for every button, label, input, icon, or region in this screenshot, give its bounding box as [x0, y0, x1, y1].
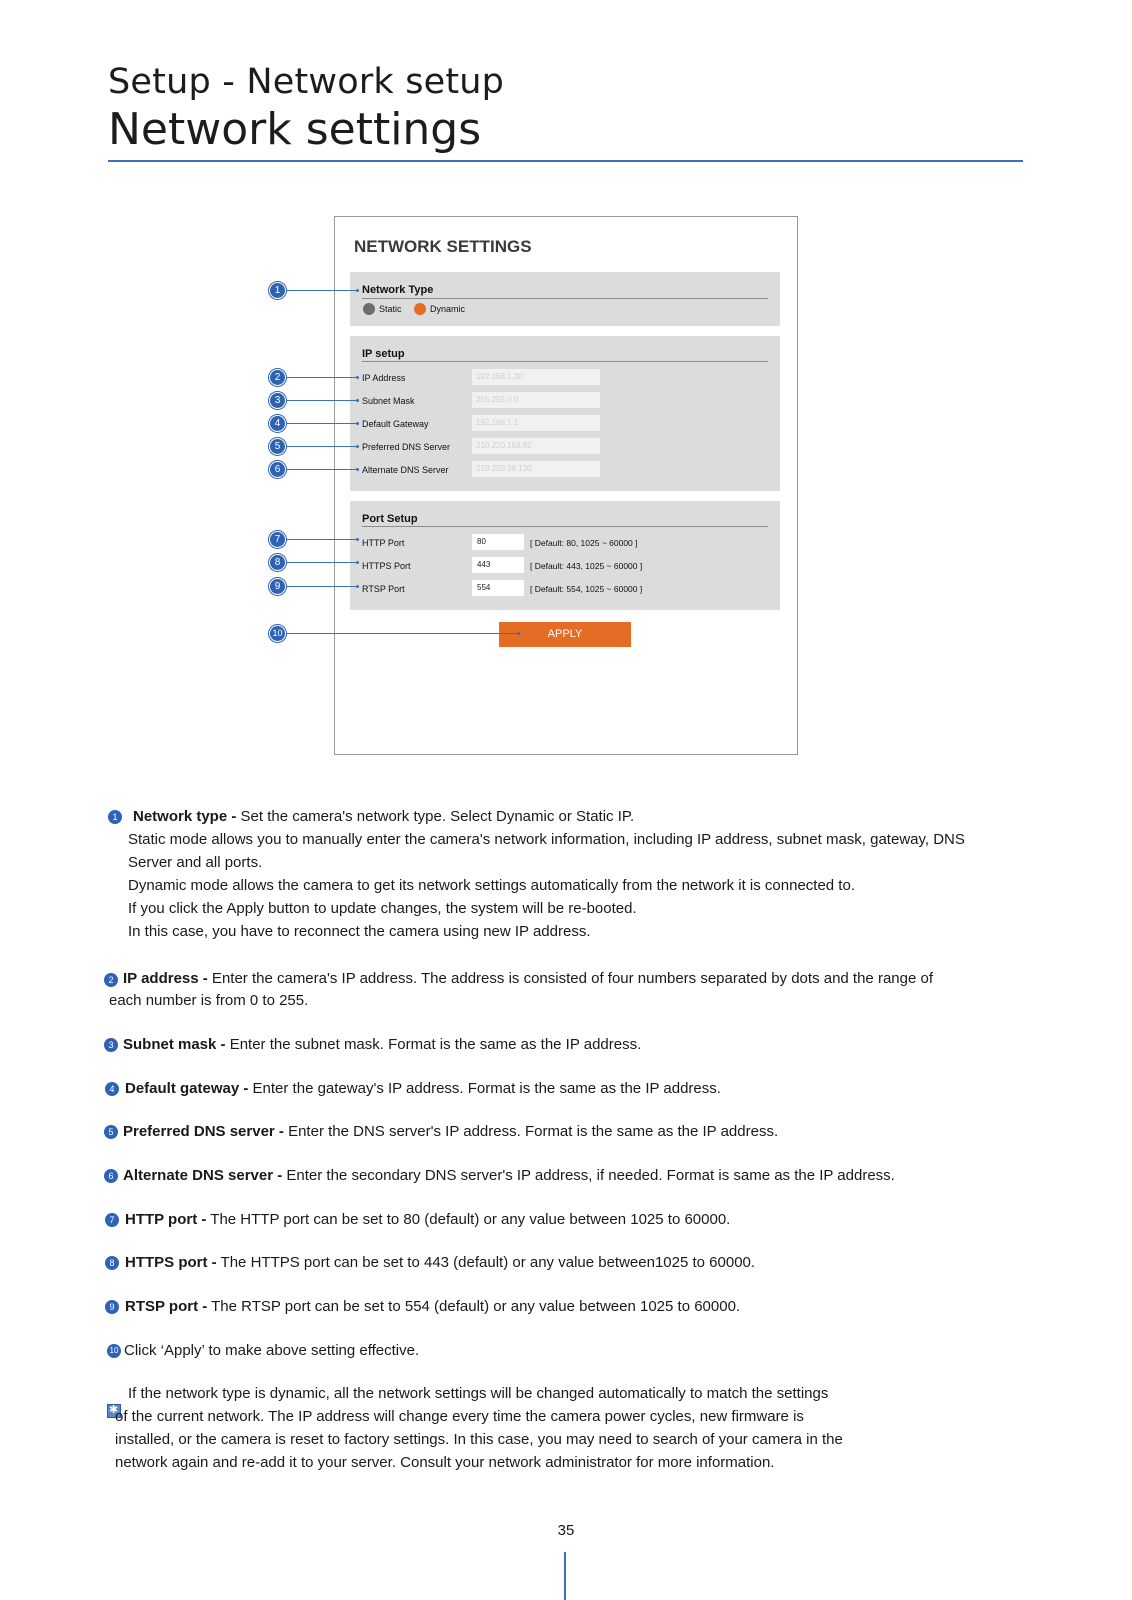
desc-term: RTSP port - — [125, 1298, 208, 1315]
note-line-1: If the network type is dynamic, all the network settings will be changed automatically to match the settings — [128, 1385, 829, 1402]
callout-dot-1 — [356, 289, 359, 292]
callout-dot-5 — [356, 445, 359, 448]
subnet-mask-input[interactable]: 255.255.0.0 — [472, 392, 600, 408]
callout-number-3: 3 — [269, 392, 286, 409]
callout-number-1: 1 — [269, 282, 286, 299]
subnet-mask-label: Subnet Mask — [362, 396, 415, 406]
callout-dot-6 — [356, 468, 359, 471]
default-gateway-label: Default Gateway — [362, 419, 429, 429]
group-divider — [362, 361, 768, 362]
screenshot-heading: NETWORK SETTINGS — [354, 237, 532, 256]
network-type-detail-2: Server and all ports. — [128, 854, 263, 871]
note-line-3: installed, or the camera is reset to factory settings. In this case, you may need to search of your camera in the — [115, 1431, 843, 1448]
desc-number-1: 1 — [108, 810, 122, 824]
desc-number-6: 6 — [104, 1169, 118, 1183]
desc-number-5: 5 — [104, 1125, 118, 1139]
ip-address-label: IP Address — [362, 373, 406, 383]
network-type-detail-4: If you click the Apply button to update changes, the system will be re-booted. — [128, 900, 637, 917]
callout-dot-7 — [356, 538, 359, 541]
http-port-hint: [ Default: 80, 1025 ~ 60000 ] — [530, 538, 638, 548]
rtsp-port-hint: [ Default: 554, 1025 ~ 60000 ] — [530, 584, 643, 594]
page-number: 35 — [557, 1522, 575, 1539]
group-divider — [362, 298, 768, 299]
desc-number-3: 3 — [104, 1038, 118, 1052]
callout-number-7: 7 — [269, 531, 286, 548]
ip-address-input[interactable]: 192.168.1.30 — [472, 369, 600, 385]
note-line-4: network again and re-add it to your server. Consult your network administrator for more information. — [115, 1454, 775, 1471]
desc-term: Subnet mask - — [123, 1036, 226, 1053]
static-radio[interactable] — [363, 303, 375, 315]
https-port-input[interactable]: 443 — [472, 557, 524, 573]
callout-dot-3 — [356, 399, 359, 402]
callout-number-4: 4 — [269, 415, 286, 432]
rtsp-port-desc — [125, 1295, 740, 1318]
ip-address-desc-line2: each number is from 0 to 255. — [109, 992, 309, 1009]
group-divider — [362, 526, 768, 527]
desc-term: Network type - — [133, 808, 237, 825]
desc-term: HTTP port - — [125, 1211, 207, 1228]
title-divider — [108, 160, 1023, 162]
ip-setup-title: IP setup — [362, 348, 405, 360]
page-marker — [564, 1552, 566, 1600]
default-gateway-desc — [125, 1077, 721, 1100]
note-line-2: of the current network. The IP address will change every time the camera power cycles, new firmware is — [115, 1408, 804, 1425]
callout-line-10 — [283, 633, 519, 634]
https-port-hint: [ Default: 443, 1025 ~ 60000 ] — [530, 561, 643, 571]
rtsp-port-input[interactable]: 554 — [472, 580, 524, 596]
callout-line-2 — [283, 377, 358, 378]
preferred-dns-label: Preferred DNS Server — [362, 442, 451, 452]
callout-line-3 — [283, 400, 358, 401]
ip-address-desc — [123, 967, 933, 990]
callout-dot-10 — [517, 632, 520, 635]
apply-desc: Click ‘Apply’ to make above setting effective. — [124, 1342, 420, 1359]
apply-button[interactable]: APPLY — [499, 622, 631, 647]
desc-term: Default gateway - — [125, 1080, 249, 1097]
desc-text: Enter the gateway's IP address. Format is the same as the IP address. — [248, 1080, 721, 1097]
desc-text: The RTSP port can be set to 554 (default) or any value between 1025 to 60000. — [207, 1298, 741, 1315]
alternate-dns-desc — [123, 1164, 895, 1187]
callout-number-5: 5 — [269, 438, 286, 455]
callout-line-6 — [283, 469, 358, 470]
desc-text: Enter the DNS server's IP address. Format is the same as the IP address. — [283, 1123, 779, 1140]
http-port-label: HTTP Port — [362, 538, 405, 548]
port-setup-group — [350, 501, 780, 610]
callout-number-8: 8 — [269, 554, 286, 571]
desc-number-2: 2 — [104, 973, 118, 987]
port-setup-title: Port Setup — [362, 513, 418, 525]
ip-setup-group — [350, 336, 780, 491]
static-radio-label: Static — [379, 304, 402, 314]
subnet-mask-desc — [123, 1033, 641, 1056]
callout-dot-4 — [356, 422, 359, 425]
network-type-detail-5: In this case, you have to reconnect the camera using new IP address. — [128, 923, 591, 940]
page-title: Network settings — [108, 104, 482, 155]
default-gateway-input[interactable]: 192.168.1.1 — [472, 415, 600, 431]
preferred-dns-input[interactable]: 210.220.163.82 — [472, 438, 600, 454]
callout-line-8 — [283, 562, 358, 563]
desc-text: The HTTP port can be set to 80 (default) or any value between 1025 to 60000. — [206, 1211, 731, 1228]
callout-line-5 — [283, 446, 358, 447]
network-type-detail-1: Static mode allows you to manually enter the camera's network information, including IP address, subnet mask, gateway, DNS — [128, 831, 965, 848]
network-settings-screenshot — [334, 216, 798, 755]
callout-dot-9 — [356, 585, 359, 588]
network-type-group — [350, 272, 780, 326]
network-type-detail-3: Dynamic mode allows the camera to get its network settings automatically from the network it is connected to. — [128, 877, 855, 894]
callout-line-7 — [283, 539, 358, 540]
callout-line-9 — [283, 586, 358, 587]
callout-line-1 — [283, 290, 358, 291]
alternate-dns-input[interactable]: 219.250.36.130 — [472, 461, 600, 477]
desc-number-7: 7 — [105, 1213, 119, 1227]
desc-term: IP address - — [123, 970, 208, 987]
dynamic-radio-label: Dynamic — [430, 304, 466, 314]
https-port-label: HTTPS Port — [362, 561, 411, 571]
section-title: Setup - Network setup — [108, 62, 505, 102]
https-port-desc — [125, 1251, 755, 1274]
desc-number-10: 10 — [107, 1344, 121, 1358]
desc-term: HTTPS port - — [125, 1254, 217, 1271]
callout-dot-8 — [356, 561, 359, 564]
desc-text: Enter the secondary DNS server's IP address, if needed. Format is same as the IP address. — [282, 1167, 895, 1184]
preferred-dns-desc — [123, 1120, 778, 1143]
desc-text: The HTTPS port can be set to 443 (default) or any value between1025 to 60000. — [216, 1254, 756, 1271]
desc-number-9: 9 — [105, 1300, 119, 1314]
callout-dot-2 — [356, 376, 359, 379]
callout-number-6: 6 — [269, 461, 286, 478]
network-type-desc — [133, 805, 634, 828]
rtsp-port-label: RTSP Port — [362, 584, 405, 594]
desc-text: Enter the camera's IP address. The address is consisted of four numbers separated by dots and the range of — [207, 970, 933, 987]
callout-number-10: 10 — [269, 625, 286, 642]
http-port-input[interactable]: 80 — [472, 534, 524, 550]
desc-term: Alternate DNS server - — [123, 1167, 283, 1184]
desc-text: Enter the subnet mask. Format is the same as the IP address. — [225, 1036, 642, 1053]
callout-number-9: 9 — [269, 578, 286, 595]
desc-term: Preferred DNS server - — [123, 1123, 284, 1140]
http-port-desc — [125, 1208, 730, 1231]
callout-number-2: 2 — [269, 369, 286, 386]
desc-number-4: 4 — [105, 1082, 119, 1096]
dynamic-radio[interactable] — [414, 303, 426, 315]
desc-text: Set the camera's network type. Select Dynamic or Static IP. — [236, 808, 635, 825]
callout-line-4 — [283, 423, 358, 424]
network-type-title: Network Type — [362, 284, 434, 296]
desc-number-8: 8 — [105, 1256, 119, 1270]
alternate-dns-label: Alternate DNS Server — [362, 465, 449, 475]
